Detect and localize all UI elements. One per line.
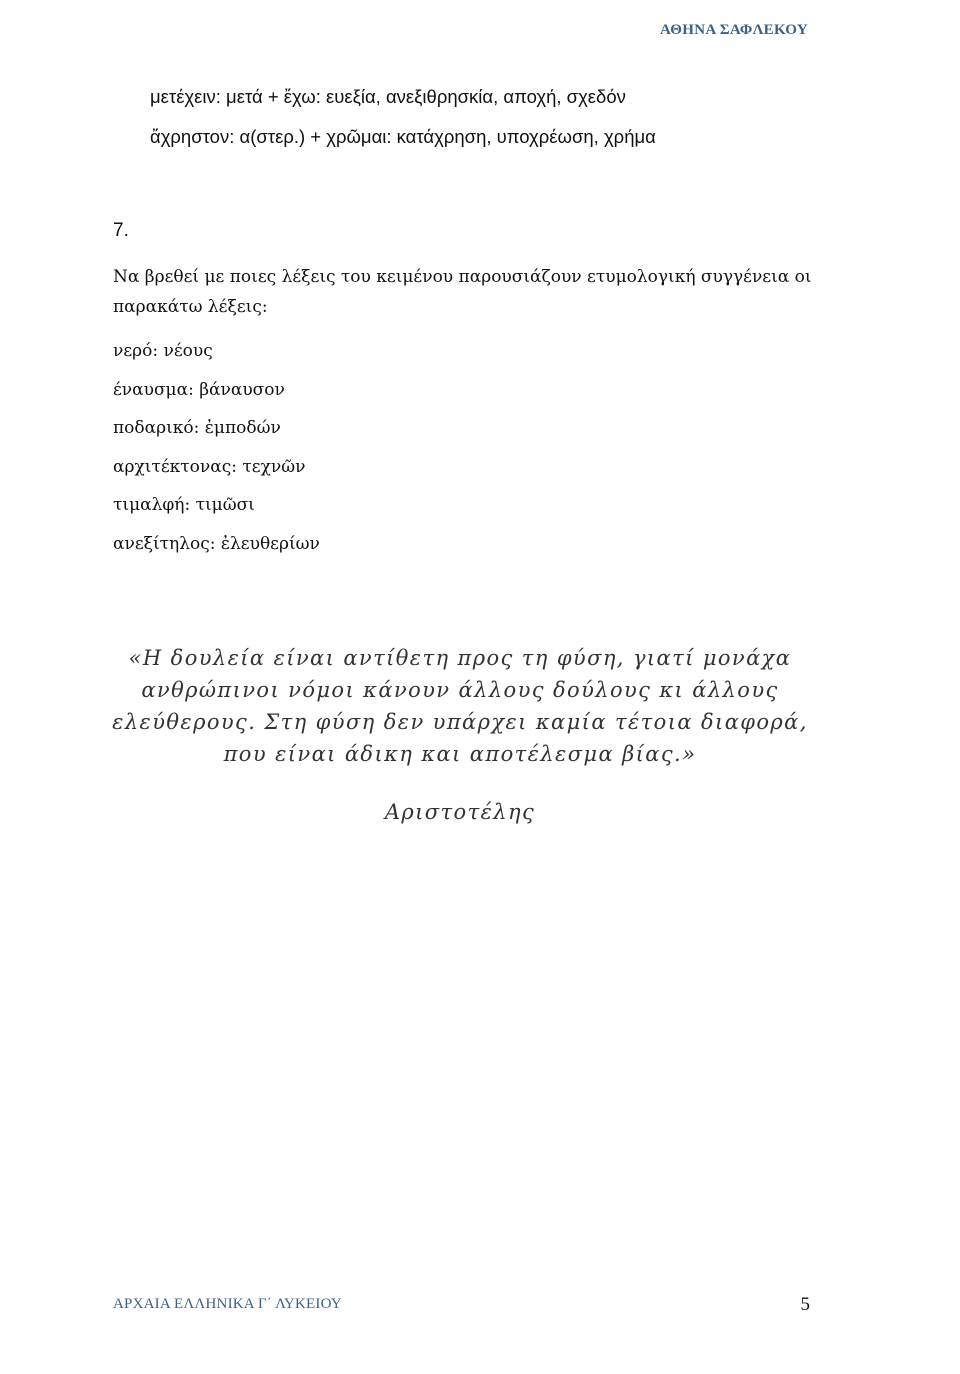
exercise-instruction: Να βρεθεί με ποιες λέξεις του κειμένου παρουσιάζουν ετυμολογική συγγένεια οι παρακάτω λέξεις:	[113, 267, 812, 317]
exercise-number: 7.	[113, 220, 129, 241]
header-author: ΑΘΗΝΑ ΣΑΦΛΕΚΟΥ	[660, 22, 808, 38]
etymology-line-metechein: μετέχειν: μετά + ἔχω: ευεξία, ανεξιθρησκία, αποχή, σχεδόν	[150, 86, 626, 107]
etymology-line-achriston: ἄχρηστον: α(στερ.) + χρῶμαι: κατάχρηση, υποχρέωση, χρήμα	[150, 126, 656, 147]
word-pair-item: νερό: νέους	[113, 341, 213, 361]
footer-course-title: ΑΡΧΑΙΑ ΕΛΛΗΝΙΚΑ Γ΄ ΛΥΚΕΙΟΥ	[113, 1296, 342, 1312]
word-pair-item: ανεξίτηλος: ἐλευθερίων	[113, 533, 320, 554]
word-pair-list	[113, 336, 320, 567]
word-pair-item: τιμαλφή: τιμῶσι	[113, 495, 255, 515]
quote-text: «Η δουλεία είναι αντίθετη προς τη φύση, γιατί μονάχα ανθρώπινοι νόμοι κάνουν άλλους δούλους κι άλλους ελεύθερους. Στη φύση δεν υπάρχει καμία τέτοια διαφορά, που είναι άδικη και αποτέλεσμα βίας.»	[112, 646, 808, 766]
quote-author: Αριστοτέλης	[384, 800, 536, 824]
word-pair-item: αρχιτέκτονας: τεχνῶν	[113, 456, 306, 477]
page-number: 5	[800, 1294, 810, 1315]
word-pair-item: έναυσμα: βάναυσον	[113, 379, 285, 400]
word-pair-item: ποδαρικό: ἐμποδών	[113, 418, 281, 438]
